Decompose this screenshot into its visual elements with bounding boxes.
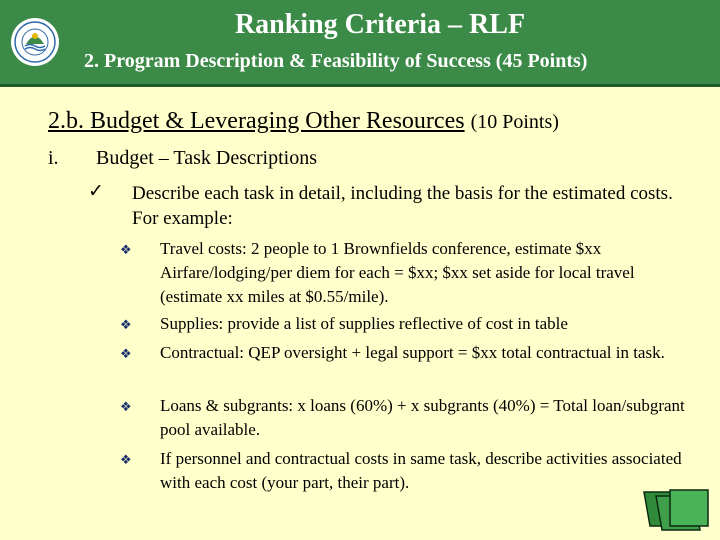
bullet-item: Supplies: provide a list of supplies reflective of cost in table <box>160 314 568 333</box>
bullet-item: If personnel and contractual costs in same task, describe activities associated with each cost (your part, their part). <box>160 449 682 492</box>
item-number: i. <box>48 147 59 169</box>
check-item-text: Describe each task in detail, including the basis for the estimated costs. For example: <box>132 183 673 229</box>
section-points: (10 Points) <box>470 111 559 133</box>
diamond-bullet-icon: ❖ <box>120 347 132 362</box>
header-divider <box>0 84 720 87</box>
bullet-item: Loans & subgrants: x loans (60%) + x subgrants (40%) = Total loan/subgrant pool available. <box>160 396 685 439</box>
diamond-bullet-icon: ❖ <box>120 400 132 415</box>
diamond-bullet-icon: ❖ <box>120 318 132 333</box>
section-heading-text: 2.b. Budget & Leveraging Other Resources <box>48 108 465 134</box>
item-heading <box>48 147 317 170</box>
bullet-item: Contractual: QEP oversight + legal support = $xx total contractual in task. <box>160 343 665 362</box>
diamond-bullet-icon: ❖ <box>120 453 132 468</box>
checkmark-icon: ✓ <box>88 180 104 202</box>
page-subtitle: 2. Program Description & Feasibility of Success (45 Points) <box>84 50 588 72</box>
item-title: Budget – Task Descriptions <box>96 147 317 169</box>
bullet-item: Travel costs: 2 people to 1 Brownfields conference, estimate $xx Airfare/lodging/per diem for each = $xx; $xx set aside for local travel (estimate xx miles at $0.55/mile). <box>160 239 635 306</box>
diamond-bullet-icon: ❖ <box>120 243 132 258</box>
decorative-folders-icon <box>642 486 712 532</box>
page-title: Ranking Criteria – RLF <box>234 9 526 40</box>
section-heading <box>48 108 559 135</box>
header-bar <box>0 0 720 84</box>
